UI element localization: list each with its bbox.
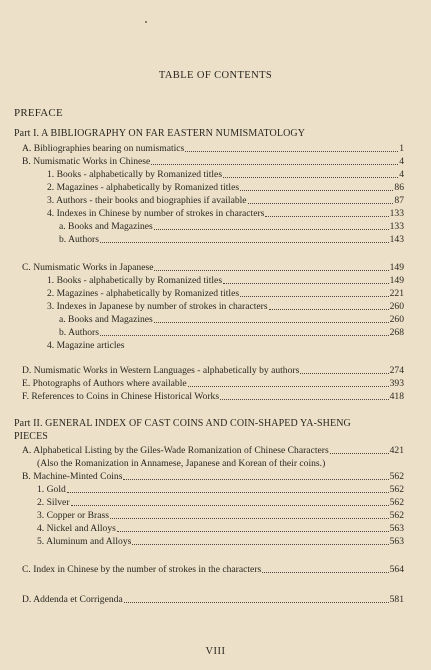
toc-entry-page: 4 bbox=[399, 156, 404, 167]
toc-entry-label: C. Index in Chinese by the number of strokes in the characters bbox=[22, 564, 262, 575]
leader-dots bbox=[100, 242, 389, 243]
leader-dots bbox=[248, 203, 394, 204]
toc-entry bbox=[59, 313, 404, 326]
toc-entry-page: 268 bbox=[389, 327, 404, 338]
toc-entry-label: 1. Books - alphabetically by Romanized titles bbox=[47, 275, 223, 286]
toc-entry-label: E. Photographs of Authors where available bbox=[22, 378, 187, 389]
toc-entry bbox=[59, 220, 404, 233]
toc-entry-label: C. Numismatic Works in Japanese bbox=[22, 262, 154, 273]
toc-entry-page: 133 bbox=[389, 208, 404, 219]
leader-dots bbox=[188, 386, 389, 387]
leader-dots bbox=[71, 505, 389, 506]
toc-entry-page: 562 bbox=[389, 484, 404, 495]
toc-entry bbox=[37, 535, 404, 548]
toc-entry bbox=[22, 390, 404, 403]
leader-dots bbox=[265, 216, 388, 217]
toc-entry-page: 581 bbox=[389, 594, 404, 605]
leader-dots bbox=[240, 190, 393, 191]
leader-dots bbox=[110, 518, 389, 519]
toc-entry-label: F. References to Coins in Chinese Historical Works bbox=[22, 391, 220, 402]
toc-entry-label: D. Numismatic Works in Western Languages - alphabetically by authors bbox=[22, 365, 300, 376]
toc-entry-page: 563 bbox=[389, 536, 404, 547]
toc-entry bbox=[37, 522, 404, 535]
leader-dots bbox=[151, 164, 398, 165]
toc-entry bbox=[22, 593, 404, 606]
toc-entry-label: 2. Silver bbox=[37, 497, 70, 508]
toc-entry-label: 3. Indexes in Japanese by number of strokes in characters bbox=[47, 301, 268, 312]
toc-entry-page: 1 bbox=[399, 143, 404, 154]
paper-speck bbox=[145, 21, 147, 23]
toc-entry bbox=[22, 444, 404, 457]
leader-dots bbox=[154, 322, 389, 323]
leader-dots bbox=[154, 270, 388, 271]
toc-entry bbox=[22, 364, 404, 377]
toc-entry-label: B. Machine-Minted Coins bbox=[22, 471, 123, 482]
leader-dots bbox=[185, 151, 398, 152]
toc-entry-label: 4. Nickel and Alloys bbox=[37, 523, 116, 534]
toc-entry bbox=[22, 470, 404, 483]
toc-entry-page: 87 bbox=[394, 195, 404, 206]
toc-entry-label: 5. Aluminum and Alloys bbox=[37, 536, 132, 547]
leader-dots bbox=[262, 572, 388, 573]
part-2-heading: Part II. GENERAL INDEX OF CAST COINS AND COIN-SHAPED YA-SHENG bbox=[14, 418, 351, 429]
toc-entry-label: 1. Gold bbox=[37, 484, 66, 495]
magazine-articles-entry: 4. Magazine articles bbox=[47, 340, 125, 351]
leader-dots bbox=[123, 479, 388, 480]
toc-entry-label: 2. Magazines - alphabetically by Romanized titles bbox=[47, 288, 240, 299]
toc-entry-label: 1. Books - alphabetically by Romanized titles bbox=[47, 169, 223, 180]
toc-entry bbox=[47, 181, 404, 194]
toc-entry bbox=[37, 509, 404, 522]
toc-entry-label: a. Books and Magazines bbox=[59, 221, 153, 232]
leader-dots bbox=[132, 544, 388, 545]
leader-dots bbox=[240, 296, 389, 297]
toc-entry bbox=[22, 142, 404, 155]
leader-dots bbox=[300, 373, 388, 374]
leader-dots bbox=[330, 453, 389, 454]
toc-entry-page: 393 bbox=[389, 378, 404, 389]
toc-entry-page: 149 bbox=[389, 275, 404, 286]
toc-entry bbox=[22, 563, 404, 576]
toc-entry-label: 4. Indexes in Chinese by number of strokes in characters bbox=[47, 208, 265, 219]
preface-heading: PREFACE bbox=[14, 107, 63, 119]
part-2-heading-continued: PIECES bbox=[14, 431, 48, 442]
toc-entry-label: A. Bibliographies bearing on numismatics bbox=[22, 143, 185, 154]
toc-entry bbox=[47, 207, 404, 220]
leader-dots bbox=[67, 492, 389, 493]
toc-entry-page: 149 bbox=[389, 262, 404, 273]
toc-entry-page: 421 bbox=[389, 445, 404, 456]
toc-entry bbox=[37, 496, 404, 509]
toc-entry-page: 143 bbox=[389, 234, 404, 245]
leader-dots bbox=[124, 602, 389, 603]
toc-entry-page: 564 bbox=[389, 564, 404, 575]
leader-dots bbox=[154, 229, 389, 230]
leader-dots bbox=[220, 399, 389, 400]
leader-dots bbox=[100, 335, 389, 336]
toc-entry-page: 562 bbox=[389, 510, 404, 521]
toc-entry-page: 86 bbox=[394, 182, 404, 193]
toc-entry-page: 221 bbox=[389, 288, 404, 299]
page-title: TABLE OF CONTENTS bbox=[158, 70, 273, 81]
leader-dots bbox=[269, 309, 389, 310]
toc-entry-page: 260 bbox=[389, 314, 404, 325]
toc-entry-label: 3. Copper or Brass bbox=[37, 510, 109, 521]
toc-entry-page: 4 bbox=[399, 169, 404, 180]
toc-entry bbox=[37, 483, 404, 496]
toc-entry-page: 133 bbox=[389, 221, 404, 232]
toc-entry-label: D. Addenda et Corrigenda bbox=[22, 594, 123, 605]
toc-entry-label: 2. Magazines - alphabetically by Romanized titles bbox=[47, 182, 240, 193]
toc-entry bbox=[47, 274, 404, 287]
leader-dots bbox=[117, 531, 389, 532]
toc-entry bbox=[59, 326, 404, 339]
toc-entry bbox=[47, 168, 404, 181]
toc-entry-page: 260 bbox=[389, 301, 404, 312]
leader-dots bbox=[223, 283, 389, 284]
toc-entry-label: a. Books and Magazines bbox=[59, 314, 153, 325]
toc-entry bbox=[47, 300, 404, 313]
part-1-heading: Part I. A BIBLIOGRAPHY ON FAR EASTERN NUMISMATOLOGY bbox=[14, 128, 306, 139]
toc-entry-page: 418 bbox=[389, 391, 404, 402]
toc-entry bbox=[59, 233, 404, 246]
toc-entry-page: 274 bbox=[389, 365, 404, 376]
toc-entry-label: A. Alphabetical Listing by the Giles-Wade Romanization of Chinese Characters bbox=[22, 445, 329, 456]
toc-entry-page: 563 bbox=[389, 523, 404, 534]
toc-entry-label: b. Authors bbox=[59, 327, 99, 338]
toc-entry bbox=[47, 194, 404, 207]
toc-entry-label: 3. Authors - their books and biographies if available bbox=[47, 195, 247, 206]
toc-entry-page: 562 bbox=[389, 471, 404, 482]
toc-entry bbox=[22, 377, 404, 390]
toc-entry-page: 562 bbox=[389, 497, 404, 508]
toc-entry bbox=[22, 261, 404, 274]
toc-entry-label: B. Numismatic Works in Chinese bbox=[22, 156, 151, 167]
toc-entry bbox=[47, 287, 404, 300]
page-number: VIII bbox=[205, 646, 226, 657]
toc-entry-label: b. Authors bbox=[59, 234, 99, 245]
leader-dots bbox=[223, 177, 398, 178]
toc-entry bbox=[22, 155, 404, 168]
romanization-note: (Also the Romanization in Annamese, Japanese and Korean of their coins.) bbox=[37, 458, 326, 469]
